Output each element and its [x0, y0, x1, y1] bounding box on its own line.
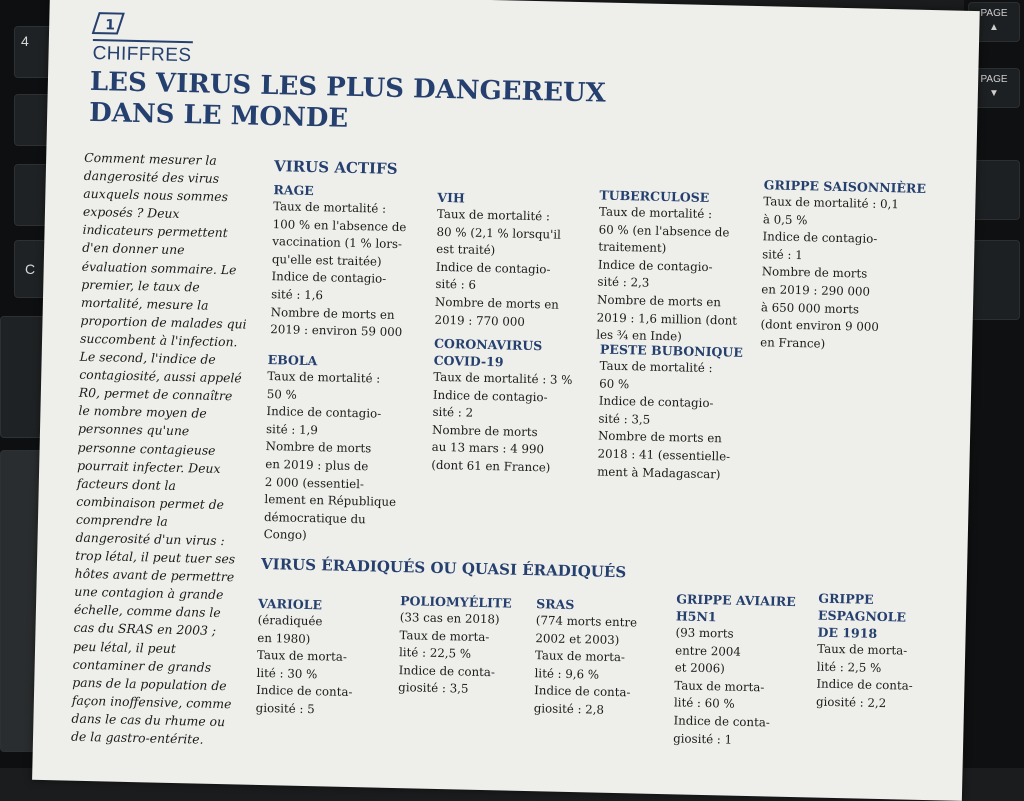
title-line-1: LES VIRUS LES PLUS DANGEREUX — [89, 66, 607, 109]
virus-name: GRIPPE SAISONNIÈRE — [763, 177, 927, 196]
virus-entry-grippe-saisonniere — [760, 176, 934, 355]
virus-name: VARIOLE — [257, 595, 323, 613]
virus-details: (éradiquée en 1980) Taux de morta- lité : 30 % Indice de conta- giosité : 5 — [255, 612, 353, 717]
virus-details: (774 morts entre 2002 et 2003) Taux de morta- lité : 9,6 % Indice de conta- giosité : 2,8 — [533, 613, 638, 717]
virus-details: (93 morts entre 2004 et 2006) Taux de morta- lité : 60 % Indice de conta- giosité : 1 — [673, 625, 771, 747]
title-line-2: DANS LE MONDE — [88, 97, 349, 134]
arrow-down-icon: ▼ — [989, 88, 999, 99]
virus-entry-vih — [434, 189, 587, 333]
virus-entry-peste-bubonique — [597, 341, 760, 485]
chapter-number: 1 — [105, 17, 116, 34]
category-label: CHIFFRES — [92, 39, 193, 67]
virus-details: Taux de mortalité : 80 % (2,1 % lorsqu'il est traité) Indice de contagio- sité : 6 Nombre de morts en 2019 : 770 000 — [434, 206, 562, 329]
virus-entry-poliomyelite — [398, 592, 530, 700]
virus-entry-sras — [534, 595, 667, 720]
virus-details: (33 cas en 2018) Taux de morta- lité : 22,5 % Indice de conta- giosité : 3,5 — [398, 610, 500, 697]
virus-entry-grippe-espagnole — [816, 590, 949, 714]
virus-entry-variole — [256, 595, 389, 720]
chapter-badge-icon — [91, 9, 126, 38]
virus-details: Taux de mortalité : 60 % (en l'absence de traitement) Indice de contagio- sité : 2,3 Nombre de morts en 2019 : 1,6 million (dont les ¾ en Inde) — [596, 204, 738, 344]
page-title — [89, 67, 606, 141]
virus-name: GRIPPE AVIAIRE H5N1 — [675, 591, 796, 625]
virus-entry-grippe-aviaire — [673, 590, 807, 750]
page-down-key[interactable]: PAGE ▼ — [968, 68, 1020, 108]
virus-name: GRIPPE ESPAGNOLE DE 1918 — [817, 590, 907, 641]
virus-details: Taux de morta- lité : 2,5 % Indice de conta- giosité : 2,2 — [815, 641, 913, 710]
virus-name: RAGE — [273, 182, 314, 199]
virus-details: Taux de mortalité : 100 % en l'absence de vaccination (1 % lors- qu'elle est traitée) Indice de contagio- sité : 1,6 Nombre de morts en 2019 : environ 59 000 — [270, 199, 407, 340]
virus-name: EBOLA — [267, 352, 318, 369]
virus-name: VIH — [437, 189, 465, 206]
virus-entry-rage — [270, 181, 424, 342]
virus-name: CORONAVIRUS COVID-19 — [433, 335, 543, 370]
virus-name: POLIOMYÉLITE — [400, 593, 512, 611]
arrow-up-icon: ▲ — [989, 22, 999, 33]
virus-details: Taux de mortalité : 3 % Indice de contagio- sité : 2 Nombre de morts au 13 mars : 4 990 (dont 61 en France) — [431, 369, 573, 475]
intro-paragraph: Comment mesurer la dangerosité des virus auxquels nous sommes exposés ? Deux indicateurs permettent d'en donner une évaluation sommaire. Le premier, le taux de mortalité, mesure la proportion de malades qui succombent à l'infection. Le second, l'indice de contagiosité, aussi appelé R0, permet de connaître le nombre moyen de personnes qu'une personne contagieuse pourrait infecter. Deux facteurs dont la combinaison permet de comprendre la dangerosité d'un virus : trop létal, il peut tuer ses hôtes avant de permettre une contagion à grande échelle, comme dans le cas du SRAS en 2003 ; peu létal, il peut contaminer de grands pans de la population de façon inoffensive, comme dans le cas du rhume ou de la gastro-entérite. — [70, 149, 247, 747]
virus-name: TUBERCULOSE — [599, 187, 710, 206]
magazine-page — [32, 0, 980, 801]
virus-entry-ebola — [263, 351, 417, 547]
page-up-key[interactable]: PAGE ▲ — [968, 2, 1020, 42]
section-heading-eradicated: VIRUS ÉRADIQUÉS OU QUASI ÉRADIQUÉS — [260, 554, 627, 582]
virus-details: Taux de mortalité : 0,1 à 0,5 % Indice de contagio- sité : 1 Nombre de morts en 2019 : 290 000 à 650 000 morts (dont environ 9 000 en France) — [760, 194, 899, 351]
section-heading-active: VIRUS ACTIFS — [273, 157, 398, 178]
virus-name: SRAS — [536, 596, 575, 613]
key-4[interactable]: 4 — [14, 26, 74, 78]
virus-entry-tuberculose — [596, 187, 760, 348]
key-c[interactable]: C — [14, 240, 74, 298]
virus-name: PESTE BUBONIQUE — [599, 341, 744, 360]
virus-details: Taux de mortalité : 50 % Indice de contagio- sité : 1,9 Nombre de morts en 2019 : plus de 2 000 (essentiel- lement en République démocratique du Congo) — [263, 369, 397, 543]
key-right-2[interactable] — [968, 240, 1020, 320]
virus-entry-covid19 — [431, 335, 594, 478]
virus-details: Taux de mortalité : 60 % Indice de contagio- sité : 3,5 Nombre de morts en 2018 : 41 (essentielle- ment à Madagascar) — [597, 358, 731, 481]
